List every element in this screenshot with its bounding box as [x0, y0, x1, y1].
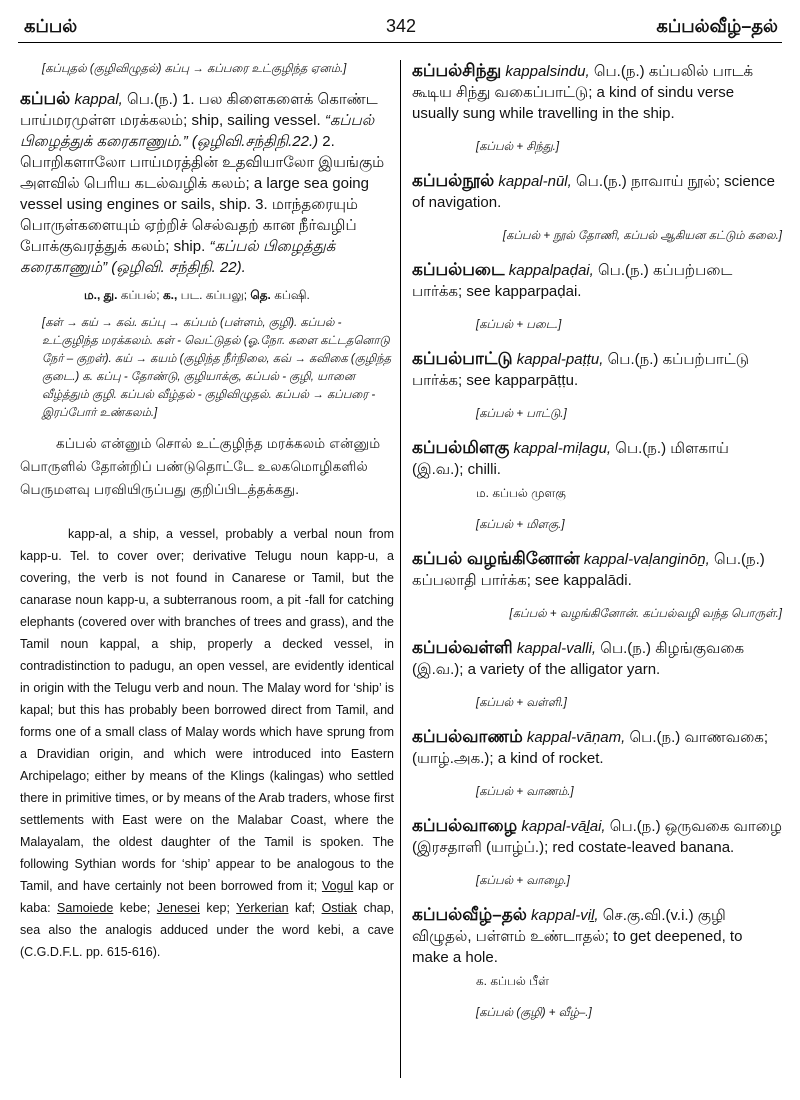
- etymology-note: [கப்பல் + சிந்து.]: [476, 141, 560, 153]
- transliteration: kappal-vaḷanginōṉ,: [583, 551, 710, 568]
- lang-te: தெ.: [250, 288, 271, 302]
- etymology-note: [கப்பல் + பாட்டு.]: [476, 408, 567, 420]
- language-samoiede: Samoiede: [57, 901, 114, 915]
- column-divider: [400, 60, 401, 1078]
- etymology-note: [கள் → கய் → கவ். கப்பு → கப்பம் (பள்ளம், குழி). கப்பல் ‐ உட்குழிந்த மரக்கலம். கள் ‐ வெட்டுதல் (ஓ.நோ. களை கட்டதனொடு நேர் – குறள்). கய் → கயம் (குழிந்த நீர்நிலை, கவ் → கவிகை (குழிந்த குடை.) க. கப்பு ‐ தோண்டு, குழியாக்கு, கப்பல் ‐ குழி, யானை வீழ்த்தும் குழி. கப்பல் வீழ்தல் ‐ குழிவிழுதல். கப்பல் → கப்பரை ‐ இரப்போர் உண்கலம்.]: [42, 317, 392, 419]
- english-text: kep;: [206, 901, 230, 915]
- transliteration: kappal-valli,: [516, 640, 597, 657]
- headword: கப்பல்வாழை: [412, 816, 518, 835]
- right-guide-word: கப்பல்வீழ்–தல்: [656, 16, 778, 36]
- etymology-note: [கப்பல் + வழங்கினோன். கப்பல்வழி வந்த பொருள்.]: [509, 608, 782, 620]
- transliteration: kappal-paṭṭu,: [516, 351, 604, 368]
- dictionary-entry: [412, 548, 782, 623]
- dictionary-entry: [412, 60, 782, 156]
- transliteration: kappalsindu,: [505, 63, 590, 80]
- dictionary-entry: [412, 904, 782, 1022]
- dictionary-entry: [412, 170, 782, 245]
- etymology-note: [கப்பல் + வாழை.]: [476, 875, 570, 887]
- definition: பெ.(ந.) கப்பலில் பாடக் கூடிய சிந்து வகைப்பாட்டு; a kind of sindu verse usually sung while travelling in the ship.: [412, 63, 754, 122]
- cognates: ம. கப்பல் முளகு: [476, 486, 566, 500]
- cognate-word: கப்பல்;: [120, 288, 160, 302]
- part-of-speech: பெ.(ந.): [127, 91, 178, 108]
- transliteration: kappal-viḻ,: [531, 907, 599, 924]
- etymology-note: [கப்பல் + வாணம்.]: [476, 786, 574, 798]
- language-yerkerian: Yerkerian: [236, 901, 289, 915]
- left-guide-word: கப்பல்: [24, 16, 78, 36]
- english-text: kebe;: [119, 901, 151, 915]
- headword: கப்பல்சிந்து: [412, 61, 502, 80]
- definition-2: 2. பொறிகளாலோ பாய்மரத்தின் உதவியாலோ இயங்கும் அளவில் பெரிய கடல்வழிக் கலம்; a large sea going vessel using engines or sails, ship.: [20, 133, 385, 213]
- english-text: chap, sea also the analogis adduced under the word kebi, a cave (C.G.D.F.L. pp. 615-616).: [20, 901, 395, 959]
- dictionary-entry: [412, 348, 782, 423]
- definition: பெ.(ந.) கப்பற்படை பார்க்க; see kapparpaḍai.: [412, 262, 733, 300]
- lang-ma: ம.,: [84, 288, 101, 302]
- language-vogul: Vogul: [321, 879, 354, 893]
- lang-ka: க.,: [162, 288, 178, 302]
- english-text: kaf;: [294, 901, 316, 915]
- headword: கப்பல்படை: [412, 260, 505, 279]
- lang-tu: து.: [103, 288, 118, 302]
- headword: கப்பல்பாட்டு: [412, 349, 513, 368]
- definition: பெ.(ந.) வாணவகை; (யாழ்.அக.); a kind of rocket.: [412, 729, 769, 767]
- transliteration: kappal-vāḻai,: [521, 818, 606, 835]
- cognates: [20, 288, 394, 304]
- headword: கப்பல்: [20, 89, 71, 108]
- etymology-note: [கப்பல் + மிளகு.]: [476, 519, 565, 531]
- definition-1: 1. பல கிளைகளைக் கொண்ட பாய்மரமுள்ள மரக்கலம்; ship, sailing vessel.: [20, 91, 378, 129]
- quotation-3: “கப்பல் பிழைத்துக் கரைகாணும்” (ஒழிவி. சந்திநி. 22).: [20, 238, 336, 276]
- headword: கப்பல்வீழ்–தல்: [412, 905, 527, 924]
- right-column: [412, 60, 782, 1036]
- definition: பெ.(ந.) கப்பற்பாட்டு பார்க்க; see kapparpāṭṭu.: [412, 351, 750, 389]
- definition: பெ.(ந.) மிளகாய் (இ.வ.); chilli.: [412, 440, 729, 478]
- english-text: kap or kaba:: [20, 879, 394, 915]
- page-number: 342: [385, 16, 417, 36]
- transliteration: kappal-vāṇam,: [526, 729, 626, 746]
- transliteration: kappal-nūl,: [498, 173, 572, 190]
- dictionary-entry: [412, 637, 782, 712]
- english-text: kapp-al, a ship, a vessel, probably a verbal noun from kapp-u. Tel. to cover over; derivative Telugu noun kapp-u, a covering, the verb is not found in Canarese or Tamil, but the canarase noun kapp-u, a subterranous room, a pit -fall for catching elephants (covered over with branches of trees and grass), and the Tamil noun kappal, a ship, properly a decked vessel, in contradistinction to padugu, an open vessel, are evidently identical in origin with the Telugu verb and noun. The Malay word for ‘ship’ is kapal; but this has probably been borrowed direct from Tamil, and forms one of a small class of Malay words which have sprung from a Dravidian origin, and which were introduced into Eastern Archipelago; either by means of the Klings (kalingas) who settled there in primitive times, or by means of the Arab traders, whose first settlements with East were on the Malabar Coast, where the Malayalam, the oldest daughter of the Tamil is spoken. The following Sythian words for ‘ship’ appear to be analogous to the Tamil, and have certainly not been borrowed from it;: [20, 527, 394, 893]
- etymology-note: [கப்புதல் (குழிவிழுதல்) கப்பு → கப்பரை உட்குழிந்த ஏனம்.]: [42, 63, 347, 75]
- headword: கப்பல்மிளகு: [412, 438, 510, 457]
- left-column: [20, 60, 394, 963]
- transliteration: kappal-miḷagu,: [513, 440, 612, 457]
- definition: பெ.(ந.) நாவாய் நூல்; science of navigation.: [412, 173, 776, 211]
- entry-kappal: [20, 88, 394, 278]
- etymology-note: [கப்பல் + நூல் தோணி, கப்பல் ஆகியன கட்டும் கலை.]: [502, 230, 782, 242]
- headword: கப்பல்வாணம்: [412, 727, 523, 746]
- dictionary-entry: [412, 726, 782, 801]
- definition: செ.கு.வி.(v.i.) குழி விழுதல், பள்ளம் உண்டாதல்; to get deepened, to make a hole.: [412, 907, 743, 966]
- etymology-note: [கப்பல் (குழி) + வீழ்–.]: [476, 1007, 592, 1019]
- lang-pata: பட.: [180, 288, 203, 302]
- cognate-word: கப்பலு;: [205, 288, 248, 302]
- etymology-note: [கப்பல் + வள்ளி.]: [476, 697, 567, 709]
- headword: கப்பல் வழங்கினோன்: [412, 549, 580, 568]
- headword: கப்பல்வள்ளி: [412, 638, 513, 657]
- editorial-note: கப்பல் என்னும் சொல் உட்குழிந்த மரக்கலம் என்னும் பொருளில் தோன்றிப் பண்டுதொட்டே உலகமொழிகளில் பெருமளவு பரவியிருப்பது குறிப்பிடத்தக்கது.: [20, 436, 381, 497]
- language-ostiak: Ostiak: [321, 901, 357, 915]
- dictionary-entry: [412, 815, 782, 890]
- language-jenesei: Jenesei: [156, 901, 200, 915]
- page-header: [24, 12, 778, 42]
- english-etymology: [20, 523, 394, 963]
- dictionary-entry: [412, 259, 782, 334]
- definition: பெ.(ந.) கப்பலாதி பார்க்க; see kappalādi.: [412, 551, 765, 589]
- definition-3: 3. மாந்தரையும் பொருள்களையும் ஏற்றிச் செல்வதற் கான நீர்வழிப் போக்குவரத்துக் கலம்; ship.: [20, 196, 358, 255]
- definition: பெ.(ந.) ஒருவகை வாழை (இரசதாளி (யாழ்ப்.); red costate-leaved banana.: [412, 818, 782, 856]
- cognates: க. கப்பல் பீள்: [476, 974, 549, 988]
- transliteration: kappalpaḍai,: [508, 262, 594, 279]
- header-rule: [18, 42, 782, 43]
- dictionary-entry: [412, 437, 782, 534]
- etymology-note: [கப்பல் + படை.]: [476, 319, 562, 331]
- definition: பெ.(ந.) கிழங்குவகை (இ.வ.); a variety of the alligator yarn.: [412, 640, 745, 678]
- cognate-word: கப்ஷி.: [274, 288, 310, 302]
- quotation-1: “கப்பல் பிழைத்துக் கரைகாணும்.” (ஒழிவி.சந்திநி.22.): [20, 112, 375, 150]
- transliteration: kappal,: [74, 91, 123, 108]
- headword: கப்பல்நூல்: [412, 171, 495, 190]
